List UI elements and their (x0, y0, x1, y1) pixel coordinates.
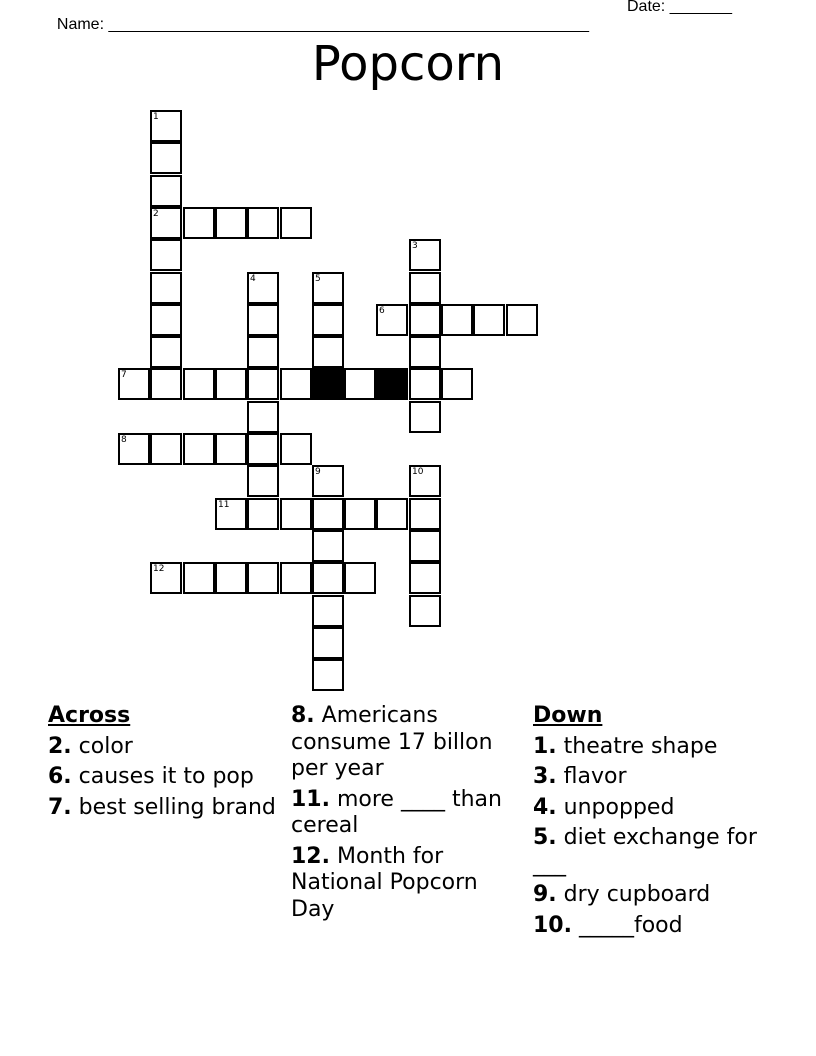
clue-item (533, 882, 773, 909)
grid-cell[interactable] (150, 175, 182, 207)
grid-cell[interactable] (409, 595, 441, 627)
grid-cell[interactable] (215, 207, 247, 239)
clue-num: 5. (533, 825, 557, 850)
across-clues-column-1 (48, 703, 283, 825)
grid-cell[interactable] (312, 465, 344, 497)
clue-text: color (71, 733, 133, 759)
grid-cell[interactable] (409, 562, 441, 594)
grid-cell[interactable] (183, 368, 215, 400)
header-line (48, 0, 748, 33)
grid-cell[interactable] (344, 562, 376, 594)
grid-cell[interactable] (247, 562, 279, 594)
clue-item (533, 913, 773, 940)
clue-item (533, 825, 773, 878)
grid-cell[interactable] (215, 368, 247, 400)
clue-num: 9. (533, 882, 557, 907)
clue-number: 4 (250, 274, 256, 284)
clue-num: 12. (291, 843, 330, 869)
grid-cell[interactable] (312, 595, 344, 627)
grid-cell[interactable] (247, 368, 279, 400)
clue-text: diet exchange for ___ (533, 825, 757, 877)
clue-number: 7 (121, 370, 127, 380)
grid-cell[interactable] (280, 562, 312, 594)
clue-text: causes it to pop (71, 764, 254, 789)
clue-item (48, 764, 283, 791)
clue-text: unpopped (556, 794, 675, 820)
grid-cell[interactable] (247, 465, 279, 497)
grid-cell[interactable] (247, 304, 279, 336)
grid-cell[interactable] (344, 498, 376, 530)
clue-number: 11 (218, 500, 230, 510)
grid-cell[interactable] (376, 304, 408, 336)
across-clues-column-2 (291, 703, 521, 927)
clue-text: more ____ than cereal (291, 786, 502, 838)
clue-item (291, 844, 521, 924)
grid-cell[interactable] (215, 498, 247, 530)
grid-cell[interactable] (473, 304, 505, 336)
grid-cell[interactable] (409, 272, 441, 304)
clue-num: 3. (533, 764, 557, 789)
grid-cell[interactable] (344, 368, 376, 400)
grid-cell[interactable] (118, 368, 150, 400)
grid-cell[interactable] (150, 207, 182, 239)
grid-cell[interactable] (312, 562, 344, 594)
clue-num: 4. (533, 794, 557, 820)
clue-item (48, 795, 283, 822)
grid-cell[interactable] (150, 239, 182, 271)
grid-cell[interactable] (312, 498, 344, 530)
clue-num: 1. (533, 733, 557, 759)
grid-cell[interactable] (409, 530, 441, 562)
clue-text: dry cupboard (556, 882, 711, 907)
clue-item (533, 795, 773, 822)
grid-cell[interactable] (280, 368, 312, 400)
clue-number: 1 (153, 112, 159, 122)
clue-text: _____food (571, 912, 683, 938)
grid-cell[interactable] (118, 433, 150, 465)
clue-num: 2. (48, 733, 72, 759)
clue-item (533, 734, 773, 761)
grid-cell[interactable] (247, 498, 279, 530)
grid-cell[interactable] (150, 142, 182, 174)
grid-cell[interactable] (247, 207, 279, 239)
grid-cell[interactable] (409, 336, 441, 368)
clue-number: 6 (379, 306, 385, 316)
grid-cell[interactable] (150, 272, 182, 304)
grid-cell[interactable] (150, 368, 182, 400)
clue-number: 8 (121, 435, 127, 445)
down-clues-column (533, 703, 773, 943)
grid-cell[interactable] (183, 207, 215, 239)
grid-cell[interactable] (183, 562, 215, 594)
grid-cell[interactable] (441, 304, 473, 336)
grid-cell[interactable] (409, 368, 441, 400)
across-heading: Across (48, 703, 131, 728)
grid-cell[interactable] (150, 304, 182, 336)
clue-num: 11. (291, 786, 330, 812)
grid-cell[interactable] (215, 562, 247, 594)
clue-text: theatre shape (556, 733, 718, 759)
grid-cell[interactable] (409, 239, 441, 271)
grid-cell[interactable] (441, 368, 473, 400)
clue-num: 6. (48, 764, 72, 789)
grid-cell[interactable] (150, 433, 182, 465)
grid-cell[interactable] (150, 110, 182, 142)
grid-cell[interactable] (312, 336, 344, 368)
clue-item (48, 734, 283, 761)
clue-item (533, 764, 773, 791)
grid-cell[interactable] (280, 207, 312, 239)
grid-cell[interactable] (312, 530, 344, 562)
grid-cell[interactable] (247, 433, 279, 465)
clue-number: 5 (315, 274, 321, 284)
clue-text: flavor (556, 764, 627, 789)
grid-cell[interactable] (409, 304, 441, 336)
grid-cell[interactable] (409, 465, 441, 497)
clue-text: Month for National Popcorn Day (291, 843, 478, 922)
grid-cell[interactable] (409, 401, 441, 433)
grid-cell[interactable] (312, 272, 344, 304)
clue-num: 7. (48, 794, 72, 820)
puzzle-title: Popcorn (311, 36, 505, 92)
grid-cell[interactable] (215, 433, 247, 465)
grid-cell[interactable] (280, 498, 312, 530)
date-field[interactable]: Date: _______ (627, 0, 732, 15)
clue-num: 8. (291, 703, 315, 728)
clue-number: 10 (412, 467, 424, 477)
grid-cell[interactable] (150, 336, 182, 368)
clue-text: best selling brand (71, 794, 276, 820)
clue-num: 10. (533, 912, 572, 938)
grid-cell[interactable] (247, 336, 279, 368)
down-heading: Down (533, 703, 603, 728)
clue-number: 2 (153, 209, 159, 219)
grid-cell[interactable] (409, 498, 441, 530)
black-square (376, 368, 408, 400)
grid-cell[interactable] (312, 304, 344, 336)
clue-number: 3 (412, 241, 418, 251)
clue-number: 12 (153, 564, 165, 574)
grid-cell[interactable] (183, 433, 215, 465)
grid-cell[interactable] (312, 627, 344, 659)
grid-cell[interactable] (150, 562, 182, 594)
clue-text: Americans consume 17 billon per year (291, 703, 493, 781)
grid-cell[interactable] (312, 659, 344, 691)
black-square (312, 368, 344, 400)
grid-cell[interactable] (247, 272, 279, 304)
clue-number: 9 (315, 467, 321, 477)
grid-cell[interactable] (506, 304, 538, 336)
clue-item (291, 787, 521, 840)
grid-cell[interactable] (280, 433, 312, 465)
grid-cell[interactable] (376, 498, 408, 530)
name-field[interactable]: Name: ______________________________________________________ (56, 16, 589, 33)
grid-cell[interactable] (247, 401, 279, 433)
clue-item (291, 703, 521, 783)
